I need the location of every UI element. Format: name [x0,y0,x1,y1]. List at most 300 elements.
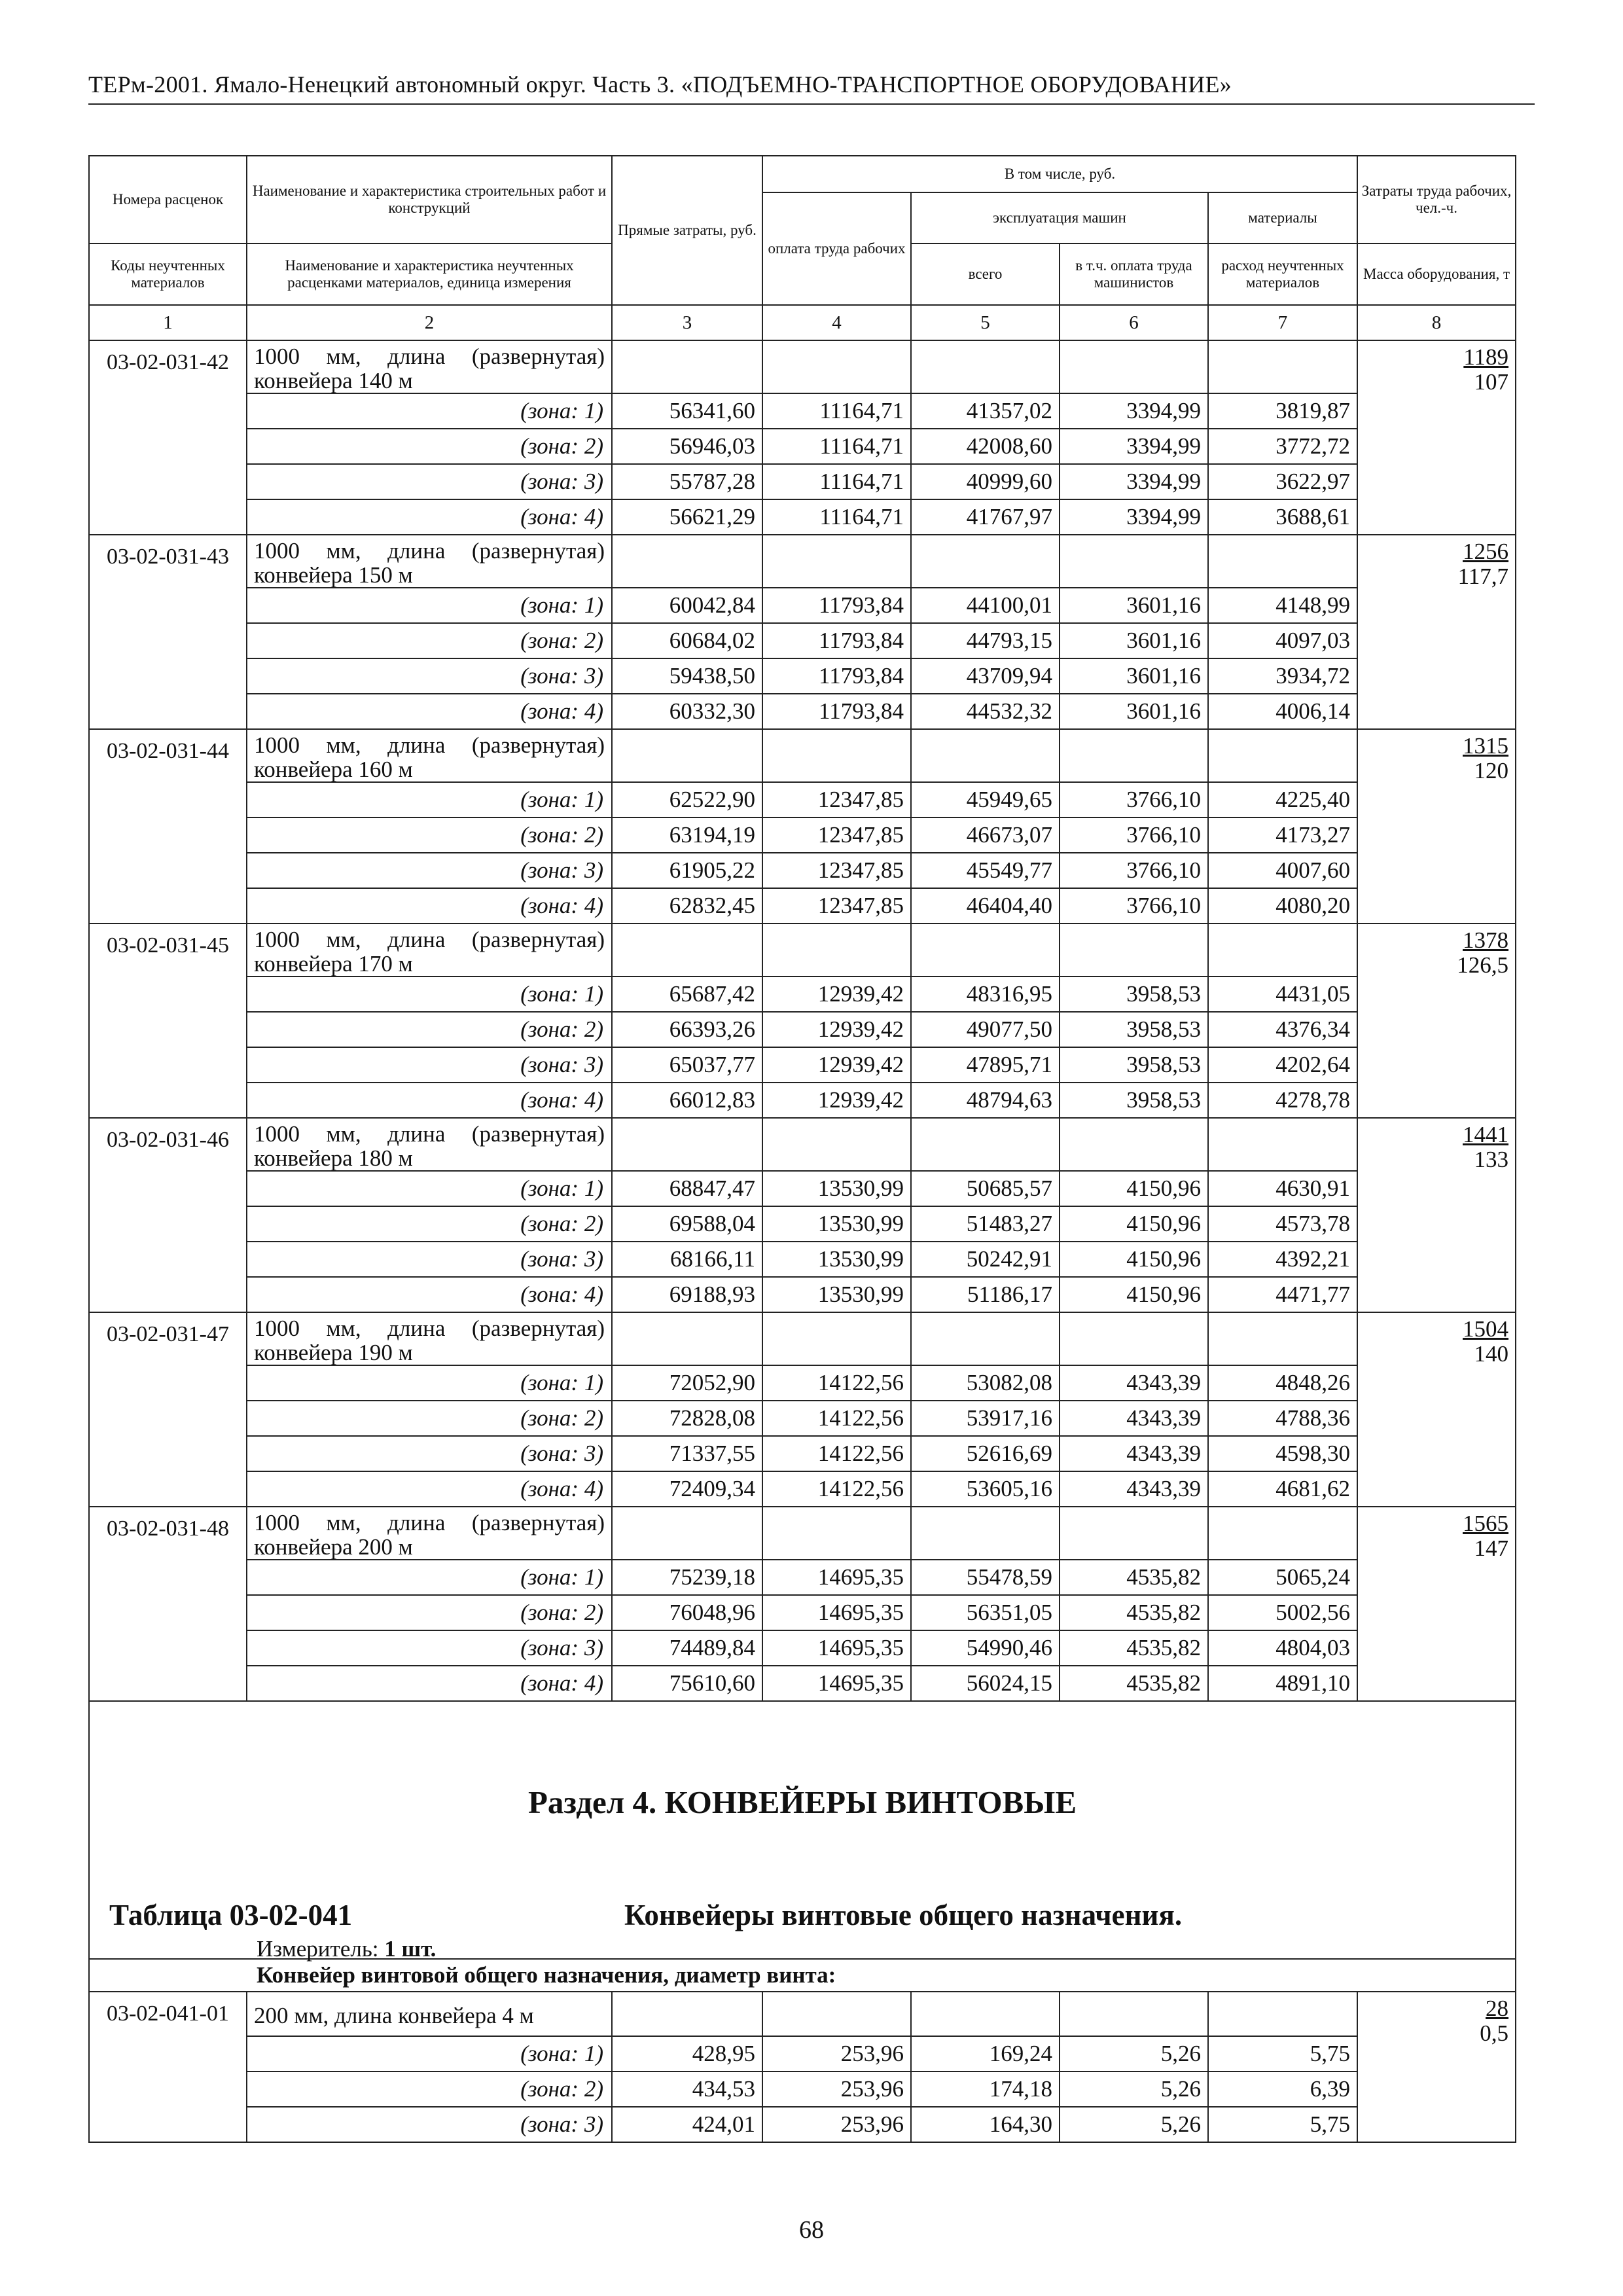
mass-value: 107 [1474,369,1509,395]
machinists-pay-value: 3601,16 [1060,694,1208,729]
machinists-pay-value: 4343,39 [1060,1436,1208,1471]
measure-label: Измеритель: [257,1936,379,1962]
zone-row [89,1277,1516,1312]
materials-value: 5002,56 [1208,1595,1357,1630]
zone-label: (зона: 3) [247,853,612,888]
direct-costs-value: 68847,47 [612,1171,762,1206]
empty-cell [911,729,1060,782]
empty-cell [1060,729,1208,782]
machines-total-value: 40999,60 [911,464,1060,499]
zone-row [89,1047,1516,1083]
materials-value: 5,75 [1208,2036,1357,2072]
rate-code: 03-02-031-47 [89,1312,247,1507]
col-num: 2 [247,305,612,340]
labor-costs-value: 1256 [1463,539,1509,564]
zone-label: (зона: 3) [247,2107,612,2142]
labor-costs-value: 1378 [1463,927,1509,953]
empty-cell [1060,535,1208,588]
direct-costs-value: 76048,96 [612,1595,762,1630]
rates-table [88,155,1516,2143]
zone-row [89,1666,1516,1701]
zone-row [89,499,1516,535]
machines-total-value: 52616,69 [911,1436,1060,1471]
direct-costs-value: 71337,55 [612,1436,762,1471]
zone-row [89,429,1516,464]
labor-pay-value: 12939,42 [762,1012,911,1047]
header-direct-costs: Прямые затраты, руб. [612,156,762,305]
labor-pay-value: 11164,71 [762,393,911,429]
labor-pay-value: 14122,56 [762,1365,911,1401]
labor-pay-value: 12347,85 [762,817,911,853]
empty-cell [1208,924,1357,977]
labor-pay-value: 13530,99 [762,1171,911,1206]
empty-cell [1208,1992,1357,2036]
zone-label: (зона: 2) [247,1401,612,1436]
col-num: 7 [1208,305,1357,340]
machines-total-value: 44532,32 [911,694,1060,729]
zone-row [89,588,1516,623]
empty-cell [762,1507,911,1560]
mass-value: 126,5 [1457,952,1509,978]
measure-line [257,1936,436,1962]
labor-pay-value: 12347,85 [762,888,911,924]
direct-costs-value: 72409,34 [612,1471,762,1507]
direct-costs-value: 66393,26 [612,1012,762,1047]
labor-pay-value: 12939,42 [762,1047,911,1083]
zone-label: (зона: 4) [247,1471,612,1507]
zone-row [89,1436,1516,1471]
machines-total-value: 43709,94 [911,658,1060,694]
materials-value: 5065,24 [1208,1560,1357,1595]
direct-costs-value: 65037,77 [612,1047,762,1083]
group-title: Конвейер винтовой общего назначения, диаметр винта: [89,1959,1516,1992]
empty-cell [1208,340,1357,393]
materials-value: 4007,60 [1208,853,1357,888]
zone-label: (зона: 2) [247,1595,612,1630]
empty-cell [1060,1312,1208,1365]
rate-code: 03-02-031-48 [89,1507,247,1701]
machinists-pay-value: 4150,96 [1060,1277,1208,1312]
materials-value: 4173,27 [1208,817,1357,853]
rate-code: 03-02-031-43 [89,535,247,729]
materials-value: 3688,61 [1208,499,1357,535]
direct-costs-value: 56621,29 [612,499,762,535]
work-name: 200 мм, длина конвейера 4 м [247,1992,612,2036]
empty-cell [911,1507,1060,1560]
labor-costs-value: 1189 [1463,344,1509,370]
zone-label: (зона: 1) [247,1365,612,1401]
table-row [89,924,1516,977]
zone-label: (зона: 4) [247,1083,612,1118]
rate-code: 03-02-031-44 [89,729,247,924]
materials-value: 4431,05 [1208,977,1357,1012]
labor-pay-value: 12939,42 [762,1083,911,1118]
empty-cell [612,340,762,393]
zone-row [89,2107,1516,2142]
machines-total-value: 47895,71 [911,1047,1060,1083]
labor-pay-value: 12347,85 [762,782,911,817]
empty-cell [762,1118,911,1171]
zone-label: (зона: 4) [247,694,612,729]
labor-pay-value: 14695,35 [762,1666,911,1701]
machines-total-value: 53082,08 [911,1365,1060,1401]
direct-costs-value: 66012,83 [612,1083,762,1118]
empty-cell [1060,1507,1208,1560]
empty-cell [612,1992,762,2036]
mass-value: 147 [1474,1535,1509,1561]
machinists-pay-value: 4343,39 [1060,1401,1208,1436]
mass-value: 0,5 [1480,2020,1509,2046]
labor-pay-value: 14695,35 [762,1630,911,1666]
labor-costs-value: 1315 [1463,733,1509,759]
labor-mass-cell [1357,924,1516,1118]
zone-label: (зона: 2) [247,429,612,464]
zone-row [89,1012,1516,1047]
machinists-pay-value: 4150,96 [1060,1242,1208,1277]
empty-cell [1060,924,1208,977]
materials-value: 4202,64 [1208,1047,1357,1083]
machinists-pay-value: 3601,16 [1060,658,1208,694]
machines-total-value: 54990,46 [911,1630,1060,1666]
materials-value: 3772,72 [1208,429,1357,464]
labor-pay-value: 13530,99 [762,1242,911,1277]
machinists-pay-value: 3766,10 [1060,853,1208,888]
mass-value: 117,7 [1457,564,1509,589]
zone-label: (зона: 3) [247,1242,612,1277]
table-row [89,535,1516,588]
machinists-pay-value: 4343,39 [1060,1471,1208,1507]
empty-cell [612,1118,762,1171]
machines-total-value: 53917,16 [911,1401,1060,1436]
header-unaccounted-codes: Коды неучтенных материалов [89,243,247,305]
table-row [89,1992,1516,2036]
machinists-pay-value: 3766,10 [1060,888,1208,924]
empty-cell [612,924,762,977]
machinists-pay-value: 4535,82 [1060,1595,1208,1630]
machines-total-value: 169,24 [911,2036,1060,2072]
work-name: 1000 мм, длина (развернутая) конвейера 180 м [247,1118,612,1171]
direct-costs-value: 56341,60 [612,393,762,429]
table-row [89,340,1516,393]
materials-value: 4278,78 [1208,1083,1357,1118]
labor-mass-cell [1357,535,1516,729]
labor-costs-value: 1565 [1463,1511,1509,1536]
rate-code: 03-02-031-42 [89,340,247,535]
materials-value: 4006,14 [1208,694,1357,729]
materials-value: 4804,03 [1208,1630,1357,1666]
materials-value: 5,75 [1208,2107,1357,2142]
machines-total-value: 48794,63 [911,1083,1060,1118]
machinists-pay-value: 4535,82 [1060,1630,1208,1666]
zone-label: (зона: 2) [247,1206,612,1242]
machines-total-value: 41767,97 [911,499,1060,535]
direct-costs-value: 55787,28 [612,464,762,499]
materials-value: 4471,77 [1208,1277,1357,1312]
table-row [89,1118,1516,1171]
materials-value: 4392,21 [1208,1242,1357,1277]
zone-label: (зона: 3) [247,1047,612,1083]
direct-costs-value: 75610,60 [612,1666,762,1701]
machinists-pay-value: 4343,39 [1060,1365,1208,1401]
work-name: 1000 мм, длина (развернутая) конвейера 170 м [247,924,612,977]
rate-code: 03-02-031-45 [89,924,247,1118]
group-title-row [89,1959,1516,1992]
labor-pay-value: 11793,84 [762,694,911,729]
machinists-pay-value: 5,26 [1060,2107,1208,2142]
labor-pay-value: 13530,99 [762,1206,911,1242]
zone-label: (зона: 2) [247,1012,612,1047]
direct-costs-value: 65687,42 [612,977,762,1012]
labor-pay-value: 11793,84 [762,658,911,694]
zone-row [89,1560,1516,1595]
col-num: 4 [762,305,911,340]
labor-pay-value: 13530,99 [762,1277,911,1312]
zone-row [89,2036,1516,2072]
direct-costs-value: 75239,18 [612,1560,762,1595]
zone-label: (зона: 2) [247,2072,612,2107]
materials-value: 4630,91 [1208,1171,1357,1206]
section-row [89,1701,1516,1959]
zone-label: (зона: 3) [247,1436,612,1471]
labor-costs-value: 1504 [1463,1316,1509,1342]
materials-value: 4080,20 [1208,888,1357,924]
labor-mass-cell [1357,1118,1516,1312]
direct-costs-value: 424,01 [612,2107,762,2142]
column-number-row [89,305,1516,340]
labor-pay-value: 11793,84 [762,623,911,658]
zone-row [89,694,1516,729]
empty-cell [1060,340,1208,393]
labor-mass-cell [1357,1312,1516,1507]
machinists-pay-value: 4535,82 [1060,1666,1208,1701]
page-header: ТЕРм-2001. Ямало-Ненецкий автономный округ. Часть 3. «ПОДЪЕМНО-ТРАНСПОРТНОЕ ОБОРУДОВАНИЕ» [88,71,1232,98]
labor-pay-value: 14695,35 [762,1560,911,1595]
materials-value: 3934,72 [1208,658,1357,694]
empty-cell [911,1992,1060,2036]
zone-label: (зона: 2) [247,623,612,658]
labor-pay-value: 12939,42 [762,977,911,1012]
empty-cell [1208,729,1357,782]
col-num: 3 [612,305,762,340]
zone-label: (зона: 4) [247,499,612,535]
labor-pay-value: 253,96 [762,2036,911,2072]
header-materials: материалы [1208,192,1357,243]
col-num: 1 [89,305,247,340]
machines-total-value: 50685,57 [911,1171,1060,1206]
header-unaccounted-names: Наименование и характеристика неучтенных расценками материалов, единица измерения [247,243,612,305]
header-machinists-pay: в т.ч. оплата труда машинистов [1060,243,1208,305]
section-block [89,1701,1516,1962]
labor-mass-cell [1357,729,1516,924]
zone-row [89,1171,1516,1206]
zone-row [89,977,1516,1012]
empty-cell [911,1312,1060,1365]
direct-costs-value: 69188,93 [612,1277,762,1312]
zone-row [89,1083,1516,1118]
empty-cell [1060,1992,1208,2036]
direct-costs-value: 60332,30 [612,694,762,729]
zone-label: (зона: 4) [247,1666,612,1701]
machinists-pay-value: 3601,16 [1060,623,1208,658]
direct-costs-value: 72052,90 [612,1365,762,1401]
work-name: 1000 мм, длина (развернутая) конвейера 190 м [247,1312,612,1365]
empty-cell [1208,535,1357,588]
machines-total-value: 45949,65 [911,782,1060,817]
machinists-pay-value: 3394,99 [1060,429,1208,464]
machinists-pay-value: 4150,96 [1060,1171,1208,1206]
zone-row [89,1471,1516,1507]
labor-pay-value: 253,96 [762,2107,911,2142]
header-work-name: Наименование и характеристика строительных работ и конструкций [247,156,612,243]
mass-value: 133 [1474,1147,1509,1172]
direct-costs-value: 62522,90 [612,782,762,817]
col-num: 8 [1357,305,1516,340]
direct-costs-value: 59438,50 [612,658,762,694]
zone-label: (зона: 2) [247,817,612,853]
zone-row [89,853,1516,888]
machines-total-value: 49077,50 [911,1012,1060,1047]
labor-pay-value: 11164,71 [762,429,911,464]
rate-code: 03-02-031-46 [89,1118,247,1312]
materials-value: 6,39 [1208,2072,1357,2107]
machinists-pay-value: 3601,16 [1060,588,1208,623]
page-number: 68 [799,2216,824,2244]
machines-total-value: 56024,15 [911,1666,1060,1701]
section-title: Раздел 4. КОНВЕЙЕРЫ ВИНТОВЫЕ [527,1784,1077,1820]
materials-value: 4097,03 [1208,623,1357,658]
mass-value: 120 [1474,758,1509,783]
machines-total-value: 50242,91 [911,1242,1060,1277]
work-name: 1000 мм, длина (развернутая) конвейера 150 м [247,535,612,588]
empty-cell [1208,1312,1357,1365]
direct-costs-value: 428,95 [612,2036,762,2072]
labor-pay-value: 253,96 [762,2072,911,2107]
empty-cell [612,1312,762,1365]
work-name: 1000 мм, длина (развернутая) конвейера 160 м [247,729,612,782]
machinists-pay-value: 5,26 [1060,2072,1208,2107]
machinists-pay-value: 3394,99 [1060,499,1208,535]
zone-label: (зона: 3) [247,464,612,499]
machines-total-value: 42008,60 [911,429,1060,464]
machines-total-value: 164,30 [911,2107,1060,2142]
zone-label: (зона: 1) [247,782,612,817]
zone-row [89,2072,1516,2107]
empty-cell [762,729,911,782]
direct-costs-value: 74489,84 [612,1630,762,1666]
machinists-pay-value: 3394,99 [1060,464,1208,499]
empty-cell [762,535,911,588]
zone-label: (зона: 3) [247,658,612,694]
header-machines: эксплуатация машин [911,192,1208,243]
empty-cell [762,924,911,977]
zone-label: (зона: 1) [247,1171,612,1206]
materials-value: 4788,36 [1208,1401,1357,1436]
header-divider [88,103,1535,105]
zone-row [89,888,1516,924]
machinists-pay-value: 3958,53 [1060,977,1208,1012]
table-row [89,1507,1516,1560]
empty-cell [1208,1118,1357,1171]
materials-value: 4376,34 [1208,1012,1357,1047]
machines-total-value: 45549,77 [911,853,1060,888]
machines-total-value: 56351,05 [911,1595,1060,1630]
zone-row [89,1365,1516,1401]
zone-label: (зона: 1) [247,1560,612,1595]
direct-costs-value: 68166,11 [612,1242,762,1277]
measure-value: 1 шт. [384,1936,437,1962]
materials-value: 4148,99 [1208,588,1357,623]
zone-label: (зона: 1) [247,588,612,623]
zone-row [89,1401,1516,1436]
direct-costs-value: 60042,84 [612,588,762,623]
labor-mass-cell [1357,1507,1516,1701]
materials-value: 4573,78 [1208,1206,1357,1242]
machinists-pay-value: 3958,53 [1060,1047,1208,1083]
zone-row [89,623,1516,658]
zone-row [89,393,1516,429]
labor-costs-value: 1441 [1463,1122,1509,1147]
labor-pay-value: 11793,84 [762,588,911,623]
labor-pay-value: 11164,71 [762,499,911,535]
labor-pay-value: 11164,71 [762,464,911,499]
machinists-pay-value: 4150,96 [1060,1206,1208,1242]
machines-total-value: 44793,15 [911,623,1060,658]
col-num: 6 [1060,305,1208,340]
empty-cell [911,924,1060,977]
zone-row [89,658,1516,694]
materials-value: 3819,87 [1208,393,1357,429]
zone-row [89,1595,1516,1630]
empty-cell [911,535,1060,588]
machinists-pay-value: 3958,53 [1060,1012,1208,1047]
header-labor-costs: Затраты труда рабочих, чел.-ч. [1357,156,1516,243]
materials-value: 4848,26 [1208,1365,1357,1401]
machines-total-value: 48316,95 [911,977,1060,1012]
machines-total-value: 41357,02 [911,393,1060,429]
empty-cell [762,1312,911,1365]
table-label: Таблица 03-02-041 [109,1899,353,1931]
empty-cell [762,340,911,393]
header-mass: Масса оборудования, т [1357,243,1516,305]
direct-costs-value: 62832,45 [612,888,762,924]
materials-value: 4225,40 [1208,782,1357,817]
direct-costs-value: 434,53 [612,2072,762,2107]
direct-costs-value: 63194,19 [612,817,762,853]
materials-value: 3622,97 [1208,464,1357,499]
labor-mass-cell [1357,340,1516,535]
direct-costs-value: 69588,04 [612,1206,762,1242]
materials-value: 4598,30 [1208,1436,1357,1471]
zone-label: (зона: 4) [247,1277,612,1312]
machines-total-value: 51483,27 [911,1206,1060,1242]
table-row [89,1312,1516,1365]
machines-total-value: 51186,17 [911,1277,1060,1312]
empty-cell [911,340,1060,393]
header-rate-numbers: Номера расценок [89,156,247,243]
header-machines-total: всего [911,243,1060,305]
empty-cell [612,1507,762,1560]
empty-cell [612,535,762,588]
rate-code: 03-02-041-01 [89,1992,247,2142]
labor-pay-value: 12347,85 [762,853,911,888]
machinists-pay-value: 3958,53 [1060,1083,1208,1118]
machinists-pay-value: 4535,82 [1060,1560,1208,1595]
materials-value: 4681,62 [1208,1471,1357,1507]
zone-row [89,1206,1516,1242]
header-incl: В том числе, руб. [762,156,1357,192]
materials-value: 4891,10 [1208,1666,1357,1701]
machinists-pay-value: 3766,10 [1060,782,1208,817]
